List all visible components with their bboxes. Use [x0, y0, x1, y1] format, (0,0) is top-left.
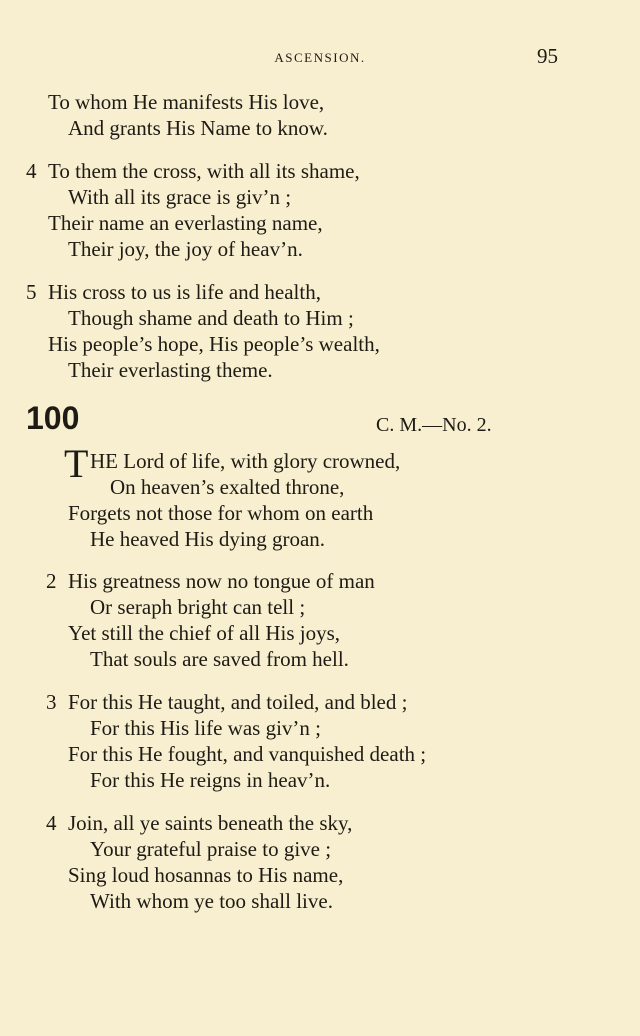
verse-line: His people’s hope, His people’s wealth,: [48, 332, 380, 356]
hymn-meter: C. M.—No. 2.: [376, 414, 492, 436]
verse-line: His greatness now no tongue of man: [68, 569, 375, 593]
verse-line: Forgets not those for whom on earth: [68, 501, 374, 525]
verse-line: With all its grace is giv’n ;: [68, 185, 292, 209]
stanza-number: 4: [46, 811, 57, 835]
stanza-number: 2: [46, 569, 57, 593]
drop-cap: T: [64, 441, 89, 486]
verse-line: Their name an everlasting name,: [48, 211, 323, 235]
verse-line: Or seraph bright can tell ;: [90, 595, 306, 619]
verse-line: For this His life was giv’n ;: [90, 716, 321, 740]
verse-line: Your grateful praise to give ;: [90, 837, 332, 861]
verse-line: Their joy, the joy of heav’n.: [68, 237, 303, 261]
verse-line: Their everlasting theme.: [68, 358, 273, 382]
hymn-number: 100: [26, 400, 80, 436]
stanza-number: 3: [46, 690, 57, 714]
verse-line: His cross to us is life and health,: [48, 280, 321, 304]
verse-line: For this He taught, and toiled, and bled ;: [68, 690, 408, 714]
verse-line: For this He reigns in heav’n.: [90, 768, 331, 792]
verse-line: Yet still the chief of all His joys,: [68, 621, 341, 645]
running-title: ASCENSION.: [274, 50, 366, 65]
verse-line: For this He fought, and vanquished death ;: [68, 742, 427, 766]
page-number: 95: [537, 44, 558, 68]
verse-line: With whom ye too shall live.: [90, 889, 333, 913]
stanza-number: 5: [26, 280, 37, 304]
verse-line: That souls are saved from hell.: [90, 647, 349, 671]
verse-line: And grants His Name to know.: [68, 116, 328, 140]
verse-line: HE Lord of life, with glory crowned,: [90, 449, 401, 473]
verse-line: Join, all ye saints beneath the sky,: [68, 811, 353, 835]
verse-line: To them the cross, with all its shame,: [48, 159, 360, 183]
verse-line: On heaven’s exalted throne,: [110, 475, 345, 499]
verse-line: To whom He manifests His love,: [48, 90, 325, 114]
verse-line: He heaved His dying groan.: [90, 527, 326, 551]
stanza-number: 4: [26, 159, 37, 183]
verse-line: Though shame and death to Him ;: [68, 306, 354, 330]
verse-line: Sing loud hosannas to His name,: [68, 863, 344, 887]
